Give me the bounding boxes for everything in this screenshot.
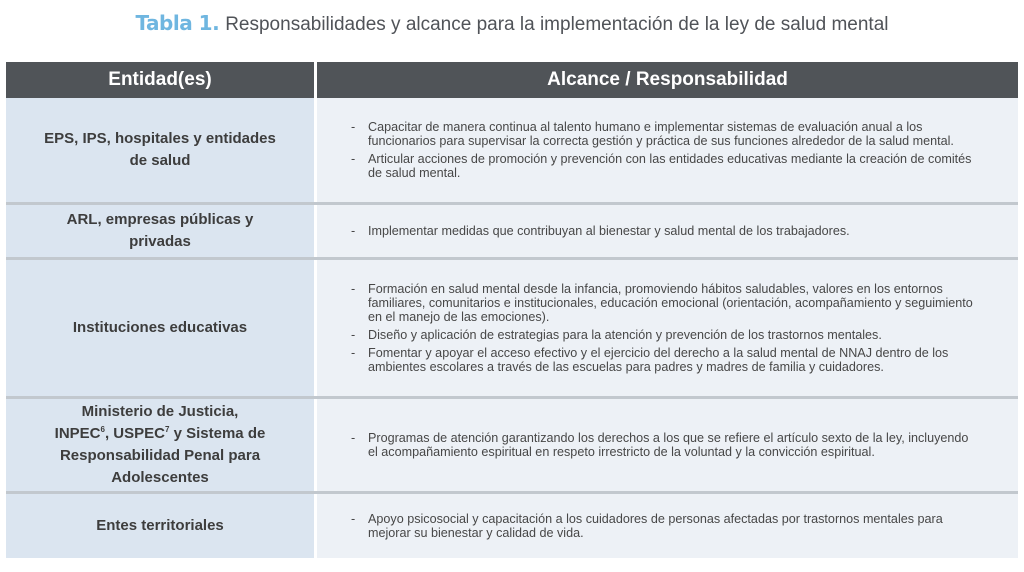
- footnote-6: 6: [100, 425, 105, 434]
- item-text: Diseño y aplicación de estrategias para la atención y prevención de los trastornos mentales.: [368, 328, 882, 342]
- item-text: Fomentar y apoyar el acceso efectivo y el ejercicio del derecho a la salud mental de NNAJ dentro de los ambientes escolares a través de las escuelas para padres y madres de familia y cuidadores.: [368, 346, 949, 374]
- item-text: Formación en salud mental desde la infancia, promoviendo hábitos saludables, valores en los entornos familiares, comunitarios e institucionales, educación emocional (orientación, acompañamiento y seguimiento en el manejo de las emociones).: [368, 282, 973, 324]
- scope-cell: [317, 399, 1018, 491]
- scope-cell: [317, 98, 1018, 202]
- table-label: Tabla 1.: [135, 11, 220, 35]
- item-text: Programas de atención garantizando los derechos a los que se refiere el artículo sexto de la ley, incluyendo el acompañamiento espiritual en respeto irrestricto de la voluntad y la convicción espiritual.: [368, 431, 969, 459]
- item-text: Capacitar de manera continua al talento humano e implementar sistemas de evaluación anual a los funcionarios para supervisar la correcta gestión y práctica de sus funciones alrededor de la salud mental.: [368, 120, 954, 148]
- list-item: [351, 346, 978, 374]
- responsibilities-table: [6, 62, 1018, 558]
- dash-bullet: -: [351, 431, 356, 445]
- list-item: [351, 431, 978, 459]
- header-entity: Entidad(es): [6, 62, 314, 98]
- entity-cell: Instituciones educativas: [6, 260, 314, 396]
- dash-bullet: -: [351, 512, 356, 526]
- dash-bullet: -: [351, 224, 356, 238]
- entity-cell: Entes territoriales: [6, 494, 314, 558]
- list-item: [351, 120, 978, 148]
- scope-cell: [317, 260, 1018, 396]
- table-header-row: [6, 62, 1018, 98]
- table-row: [6, 494, 1018, 558]
- item-text: Articular acciones de promoción y prevención con las entidades educativas mediante la creación de comités de salud mental.: [368, 152, 972, 180]
- dash-bullet: -: [351, 328, 356, 342]
- dash-bullet: -: [351, 282, 356, 296]
- entity-line: Ministerio de Justicia,: [81, 403, 239, 420]
- scope-cell: [317, 205, 1018, 257]
- table-row: [6, 399, 1018, 494]
- dash-bullet: -: [351, 152, 356, 166]
- entity-cell: ARL, empresas públicas y privadas: [6, 205, 314, 257]
- table-row: [6, 98, 1018, 205]
- item-text: Implementar medidas que contribuyan al bienestar y salud mental de los trabajadores.: [368, 224, 850, 238]
- entity-inpec: INPEC: [54, 425, 101, 442]
- item-text: Apoyo psicosocial y capacitación a los cuidadores de personas afectadas por trastornos mentales para mejorar su bienestar y calidad de vida.: [368, 512, 943, 540]
- list-item: [351, 512, 978, 540]
- scope-cell: [317, 494, 1018, 558]
- table-caption: Responsabilidades y alcance para la implementación de la ley de salud mental: [225, 14, 889, 35]
- list-item: [351, 328, 978, 342]
- list-item: [351, 282, 978, 324]
- table-row: [6, 205, 1018, 260]
- list-item: [351, 152, 978, 180]
- entity-cell: [6, 399, 314, 491]
- entity-uspec: , USPEC: [104, 425, 165, 442]
- dash-bullet: -: [351, 120, 356, 134]
- table-title: [0, 11, 1024, 36]
- header-scope: Alcance / Responsabilidad: [317, 62, 1018, 98]
- dash-bullet: -: [351, 346, 356, 360]
- entity-cell: EPS, IPS, hospitales y entidades de salud: [6, 98, 314, 202]
- table-row: [6, 260, 1018, 399]
- footnote-7: 7: [164, 425, 170, 434]
- entity-tail: y Sistema de Responsabilidad Penal para Adolescentes: [59, 425, 266, 486]
- list-item: [351, 224, 978, 238]
